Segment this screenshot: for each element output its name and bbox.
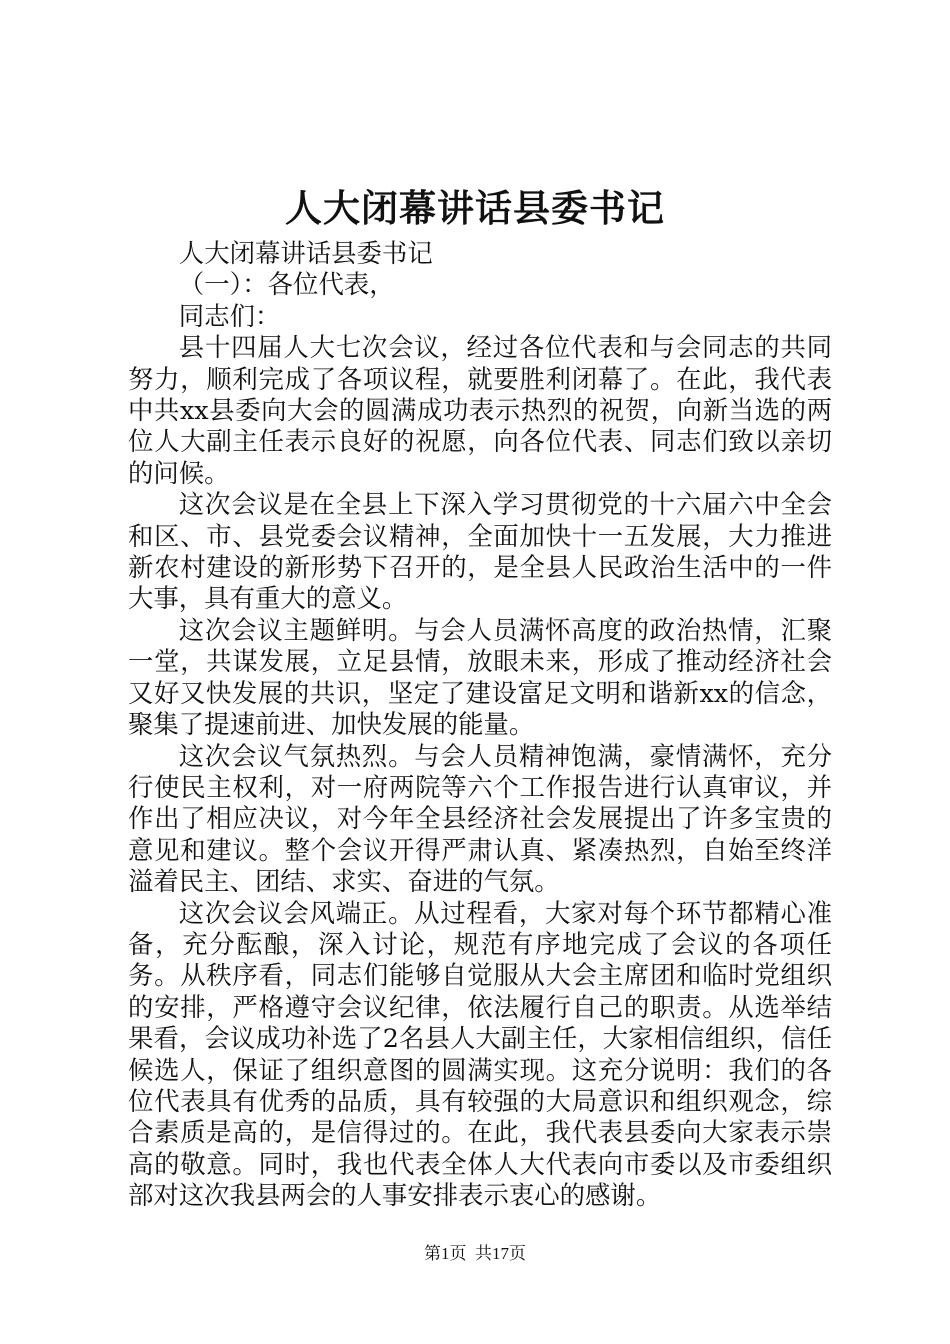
page-number: 第1页 (424, 1244, 467, 1263)
page-total: 共17页 (475, 1244, 526, 1263)
paragraph: 这次会议气氛热烈。与会人员精神饱满，豪情满怀，充分行使民主权利，对一府两院等六个工作报告进行认真审议，并作出了相应决议，对今年全县经济社会发展提出了许多宝贵的意见和建议。整个会议开得严肃认真、紧凑热烈，自始至终洋溢着民主、团结、求实、奋进的气氛。 (128, 740, 832, 897)
paragraph: 县十四届人大七次会议，经过各位代表和与会同志的共同努力，顺利完成了各项议程，就要胜利闭幕了。在此，我代表中共xx县委向大会的圆满成功表示热烈的祝贺，向新当选的两位人大副主任表示良好的祝愿，向各位代表、同志们致以亲切的问候。 (128, 332, 832, 488)
paragraph-subtitle: 人大闭幕讲话县委书记 (178, 238, 433, 268)
paragraph: 这次会议是在全县上下深入学习贯彻党的十六届六中全会和区、市、县党委会议精神，全面加快十一五发展，大力推进新农村建设的新形势下召开的，是全县人民政治生活中的一件大事，具有重大的意义。 (128, 489, 832, 614)
paragraph: 这次会议会风端正。从过程看，大家对每个环节都精心准备，充分酝酿，深入讨论，规范有序地完成了会议的各项任务。从秩序看，同志们能够自觉服从大会主席团和临时党组织的安排，严格遵守会议纪律，依法履行自己的职责。从选举结果看，会议成功补选了2名县人大副主任，大家相信组织，信任候选人，保证了组织意图的圆满实现。这充分说明：我们的各位代表具有优秀的品质，具有较强的大局意识和组织观念，综合素质是高的，是信得过的。在此，我代表县委向大家表示崇高的敬意。同时，我也代表全体人大代表向市委以及市委组织部对这次我县两会的人事安排表示衷心的感谢。 (128, 897, 832, 1211)
page-footer (0, 1242, 950, 1266)
paragraph: 这次会议主题鲜明。与会人员满怀高度的政治热情，汇聚一堂，共谋发展，立足县情，放眼未来，形成了推动经济社会又好又快发展的共识，坚定了建设富足文明和谐新xx的信念，聚集了提速前进、加快发展的能量。 (128, 614, 832, 740)
document-body (128, 238, 832, 1212)
document-title: 人大闭幕讲话县委书记 (285, 186, 665, 230)
paragraph-salutation-comrades: 同志们： (178, 300, 281, 331)
paragraph-salutation: （一）：各位代表， (178, 269, 395, 300)
